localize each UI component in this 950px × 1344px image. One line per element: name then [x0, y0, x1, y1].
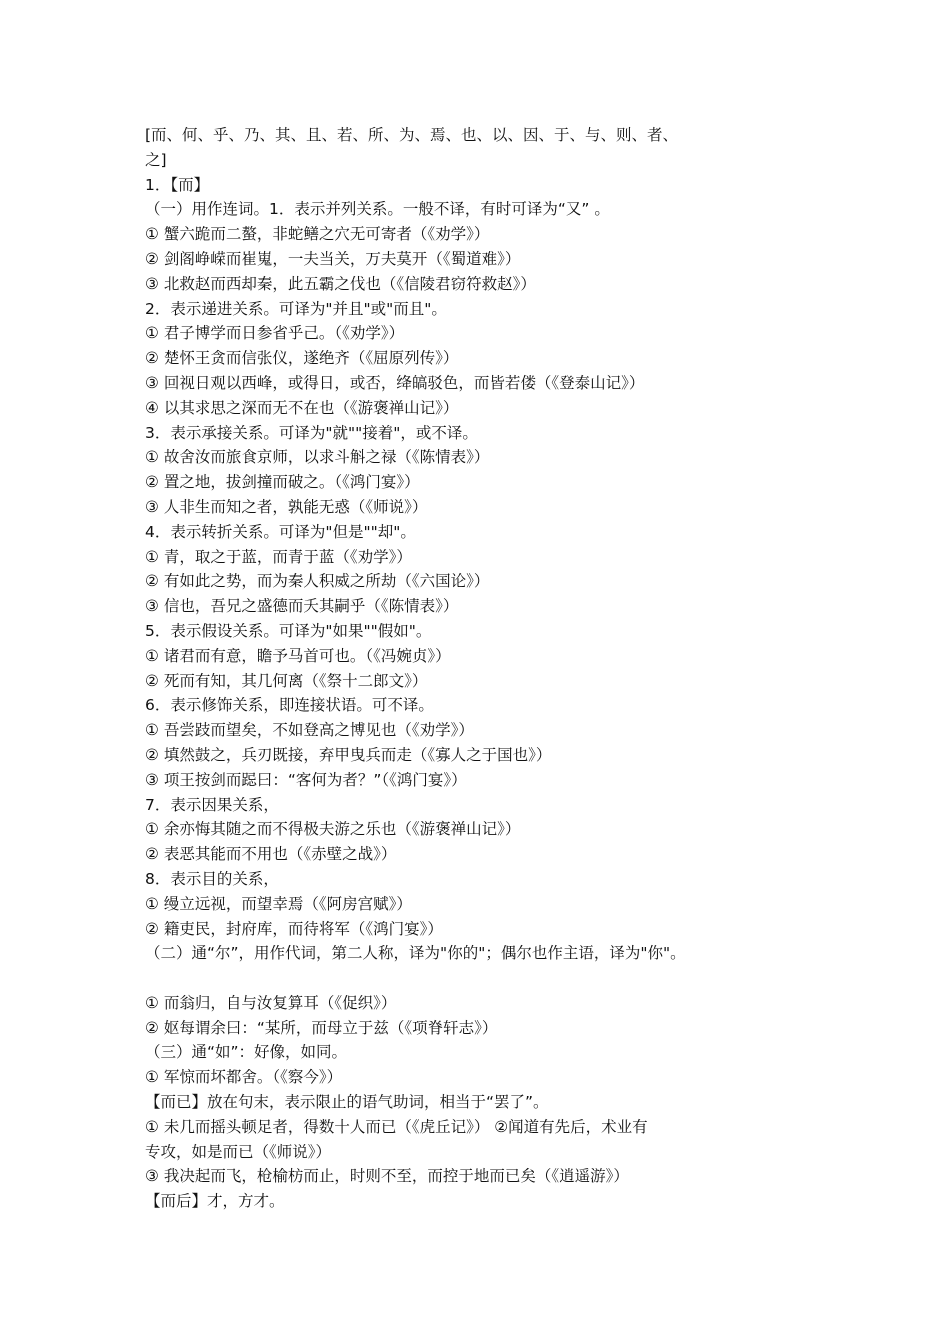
- document-body: [145, 123, 815, 1214]
- function-word-list-line-1: [而、何、乎、乃、其、且、若、所、为、焉、也、以、因、于、与、则、者、: [145, 126, 679, 144]
- example-line: ③ 人非生而知之者，孰能无惑（《师说》）: [145, 497, 428, 516]
- example-line: ② 籍吏民，封府库，而待将军（《鸿门宴》）: [145, 919, 443, 938]
- subheading-hypothetical: 5．表示假设关系。可译为"如果""假如"。: [145, 621, 432, 640]
- example-line: ① 而翁归，自与汝复算耳（《促织》）: [145, 993, 397, 1012]
- subheading-pronoun-usage: （二）通“尔”，用作代词，第二人称，译为"你的"；偶尔也作主语，译为"你"。: [145, 944, 686, 963]
- example-line: ① 吾尝跂而望矣，不如登高之博见也（《劝学》）: [145, 721, 474, 740]
- example-line: ② 有如此之势，而为秦人积威之所劫（《六国论》）: [145, 572, 490, 591]
- example-line: ③ 我决起而飞，枪榆枋而止，时则不至，而控于地而已矣（《逍遥游》）: [145, 1167, 629, 1186]
- subheading-adversative: 4．表示转折关系。可译为"但是""却"。: [145, 522, 416, 541]
- example-line-continuation: 专攻，如是而已（《师说》）: [145, 1142, 332, 1161]
- subheading-modifier: 6．表示修饰关系，即连接状语。可不译。: [145, 696, 434, 715]
- example-line: ① 蟹六跪而二螯，非蛇鳝之穴无可寄者（《劝学》）: [145, 225, 490, 244]
- example-line: ③ 信也，吾兄之盛德而夭其嗣乎（《陈情表》）: [145, 597, 459, 616]
- example-line: ③ 项王按剑而跽曰：“客何为者？”（《鸿门宴》）: [145, 770, 467, 789]
- blank-line: [145, 966, 815, 991]
- example-line: ① 余亦悔其随之而不得极夫游之乐也（《游褒禅山记》）: [145, 820, 521, 839]
- example-line: ① 青，取之于蓝，而青于蓝（《劝学》）: [145, 547, 412, 566]
- example-line: ② 妪每谓余曰：“某所，而母立于兹（《项脊轩志》）: [145, 1018, 498, 1037]
- subheading-sequential: 3．表示承接关系。可译为"就""接着"，或不译。: [145, 423, 478, 442]
- example-line: ① 诸君而有意，瞻予马首可也。（《冯婉贞》）: [145, 646, 451, 665]
- subheading-conjunction-parallel: （一）用作连词。1．表示并列关系。一般不译，有时可译为“又” 。: [145, 200, 610, 219]
- subheading-ru-usage: （三）通“如”：好像，如同。: [145, 1043, 348, 1062]
- example-line: ② 死而有知，其几何离（《祭十二郎文》）: [145, 671, 428, 690]
- phrase-heading-eryi: 【而已】放在句末，表示限止的语气助词，相当于“罢了”。: [145, 1093, 549, 1112]
- subheading-purpose: 8．表示目的关系，: [145, 869, 279, 888]
- example-line: ① 缦立远视，而望幸焉（《阿房宫赋》）: [145, 894, 412, 913]
- example-line: ① 故舍汝而旅食京师，以求斗斛之禄（《陈情表》）: [145, 448, 490, 467]
- example-line: ② 表恶其能而不用也（《赤壁之战》）: [145, 845, 397, 864]
- section-heading-er: 1．【而】: [145, 175, 210, 194]
- subheading-progressive: 2．表示递进关系。可译为"并且"或"而且"。: [145, 299, 447, 318]
- function-word-list-line-2: 之]: [145, 150, 167, 169]
- example-line: ① 君子博学而日参省乎己。（《劝学》）: [145, 324, 405, 343]
- example-line: ③ 北救赵而西却秦，此五霸之伐也（《信陵君窃符救赵》）: [145, 274, 536, 293]
- example-line: ① 军惊而坏都舍。（《察今》）: [145, 1068, 343, 1087]
- phrase-heading-erhou: 【而后】才，方才。: [145, 1192, 285, 1211]
- subheading-causal: 7．表示因果关系，: [145, 795, 279, 814]
- example-line: ④ 以其求思之深而无不在也（《游褒禅山记》）: [145, 398, 459, 417]
- example-line: ② 填然鼓之，兵刃既接，弃甲曳兵而走（《寡人之于国也》）: [145, 745, 552, 764]
- example-line: ② 剑阁峥嵘而崔嵬，一夫当关，万夫莫开（《蜀道难》）: [145, 249, 521, 268]
- example-line: ② 置之地，拔剑撞而破之。（《鸿门宴》）: [145, 473, 420, 492]
- example-line: ③ 回视日观以西峰，或得日，或否，绛皜驳色，而皆若偻（《登泰山记》）: [145, 373, 645, 392]
- example-line: ① 未几而摇头顿足者，得数十人而已（《虎丘记》） ②闻道有先后，术业有: [145, 1117, 648, 1136]
- example-line: ② 楚怀王贪而信张仪，遂绝齐（《屈原列传》）: [145, 349, 459, 368]
